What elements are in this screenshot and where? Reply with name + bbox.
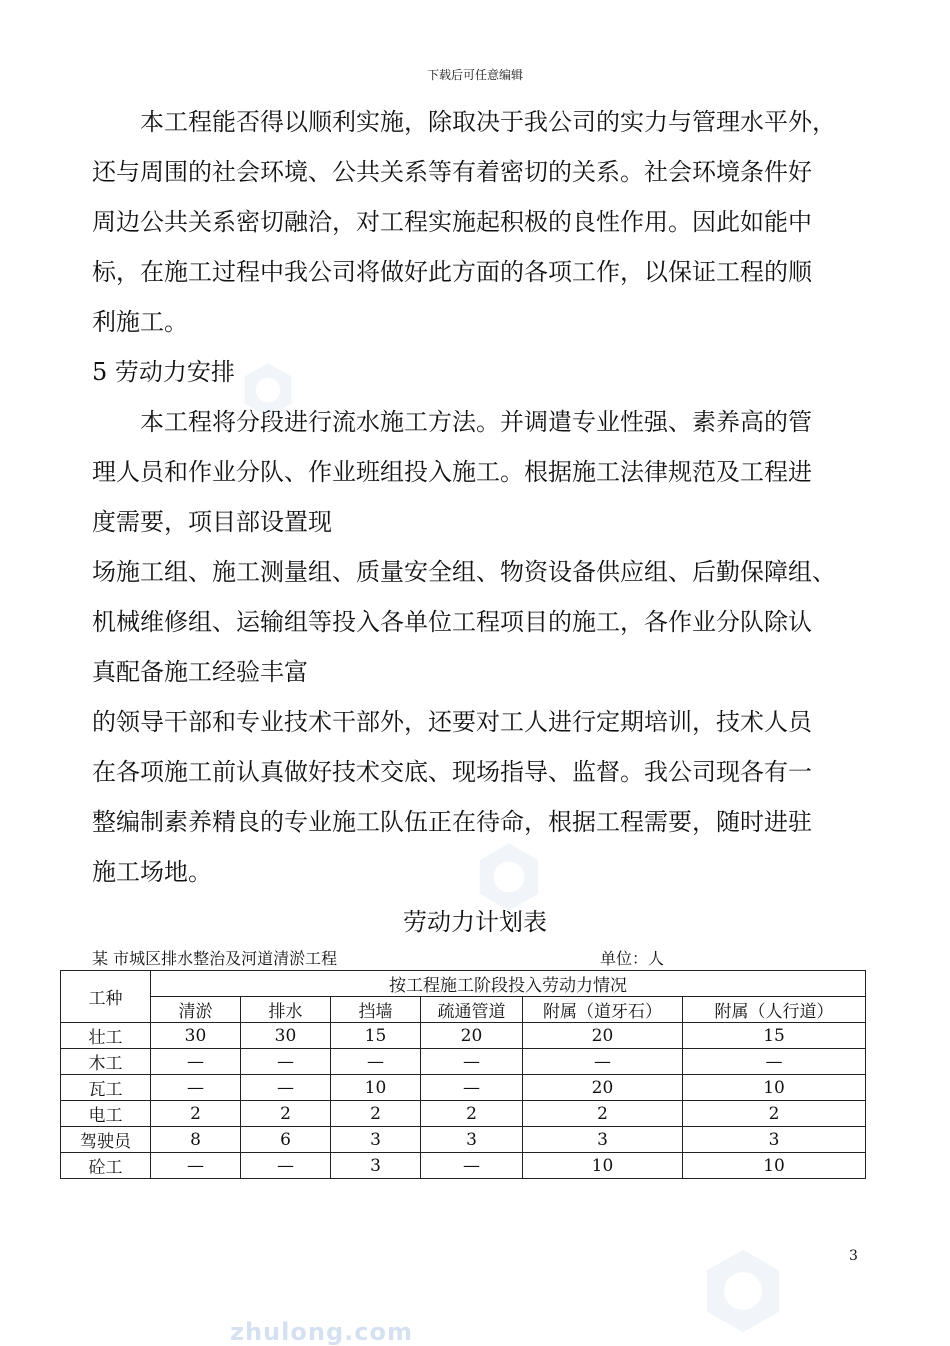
table-row — [61, 1049, 866, 1075]
table-cell: 3 — [331, 1153, 421, 1179]
table-row — [61, 1101, 866, 1127]
table-cell: 15 — [331, 1023, 421, 1049]
stage-header: 附属（道牙石） — [523, 997, 683, 1023]
table-cell: 30 — [241, 1023, 331, 1049]
zhulong-logo-icon — [474, 842, 544, 912]
col-header-type: 工种 — [61, 971, 151, 1023]
stage-header: 排水 — [241, 997, 331, 1023]
body-line: 在各项施工前认真做好技术交底、现场指导、监督。我公司现各有一 — [92, 758, 812, 786]
worker-type: 壮工 — [61, 1023, 151, 1049]
body-line: 理人员和作业分队、作业班组投入施工。根据施工法律规范及工程进 — [92, 458, 812, 486]
labor-plan-table — [60, 970, 866, 1179]
body-line: 本工程能否得以顺利实施，除取决于我公司的实力与管理水平外， — [140, 108, 836, 136]
table-row — [61, 1023, 866, 1049]
table-row — [61, 1075, 866, 1101]
table-cell: 3 — [421, 1127, 523, 1153]
worker-type: 砼工 — [61, 1153, 151, 1179]
table-cell: 2 — [421, 1101, 523, 1127]
table-cell: — — [151, 1153, 241, 1179]
table-cell: 2 — [241, 1101, 331, 1127]
body-line: 度需要，项目部设置现 — [92, 508, 332, 536]
worker-type: 瓦工 — [61, 1075, 151, 1101]
page-number: 3 — [849, 1248, 858, 1264]
table-cell: 2 — [151, 1101, 241, 1127]
stage-header: 疏通管道 — [421, 997, 523, 1023]
body-line: 周边公共关系密切融洽，对工程实施起积极的良性作用。因此如能中 — [92, 208, 812, 236]
table-cell: 10 — [331, 1075, 421, 1101]
table-cell: — — [151, 1049, 241, 1075]
table-stage-row — [61, 997, 866, 1023]
table-cell: — — [683, 1049, 866, 1075]
worker-type: 木工 — [61, 1049, 151, 1075]
group-header: 按工程施工阶段投入劳动力情况 — [151, 971, 866, 997]
table-cell: — — [151, 1075, 241, 1101]
table-cell: 2 — [523, 1101, 683, 1127]
unit-label: 单位：人 — [600, 949, 665, 968]
table-row — [61, 1153, 866, 1179]
table-cell: 2 — [331, 1101, 421, 1127]
table-cell: — — [523, 1049, 683, 1075]
table-cell: 20 — [523, 1023, 683, 1049]
stage-header: 挡墙 — [331, 997, 421, 1023]
body-line: 场施工组、施工测量组、质量安全组、物资设备供应组、后勤保障组、 — [92, 558, 836, 586]
table-title: 劳动力计划表 — [403, 908, 547, 936]
body-line: 标，在施工过程中我公司将做好此方面的各项工作，以保证工程的顺 — [92, 258, 812, 286]
body-line: 还与周围的社会环境、公共关系等有着密切的关系。社会环境条件好 — [92, 158, 812, 186]
table-row — [61, 1127, 866, 1153]
table-cell: 30 — [151, 1023, 241, 1049]
table-cell: 15 — [683, 1023, 866, 1049]
watermark-text: zhulong.com — [230, 1318, 413, 1346]
zhulong-logo-icon — [240, 362, 296, 418]
project-name: 某 市城区排水整治及河道清淤工程 — [92, 949, 338, 968]
table-cell: — — [241, 1049, 331, 1075]
table-cell: — — [421, 1075, 523, 1101]
table-cell: 10 — [683, 1153, 866, 1179]
table-header-row — [61, 971, 866, 997]
worker-type: 电工 — [61, 1101, 151, 1127]
section-heading: 5 劳动力安排 — [92, 358, 235, 386]
worker-type: 驾驶员 — [61, 1127, 151, 1153]
table-cell: — — [331, 1049, 421, 1075]
body-line: 本工程将分段进行流水施工方法。并调遣专业性强、素养高的管 — [140, 408, 812, 436]
body-line: 真配备施工经验丰富 — [92, 658, 308, 686]
table-cell: 3 — [683, 1127, 866, 1153]
table-cell: 2 — [683, 1101, 866, 1127]
body-line: 机械维修组、运输组等投入各单位工程项目的施工，各作业分队除认 — [92, 608, 812, 636]
zhulong-logo-icon — [700, 1248, 786, 1334]
page-header-note: 下载后可任意编辑 — [426, 68, 523, 82]
body-line: 施工场地。 — [92, 858, 212, 886]
table-cell: 6 — [241, 1127, 331, 1153]
body-line: 整编制素养精良的专业施工队伍正在待命，根据工程需要，随时进驻 — [92, 808, 812, 836]
table-cell: 20 — [421, 1023, 523, 1049]
table-cell: — — [421, 1049, 523, 1075]
table-cell: 3 — [331, 1127, 421, 1153]
body-line: 利施工。 — [92, 308, 188, 336]
table-cell: — — [421, 1153, 523, 1179]
table-cell: — — [241, 1153, 331, 1179]
body-line: 的领导干部和专业技术干部外，还要对工人进行定期培训，技术人员 — [92, 708, 812, 736]
stage-header: 清淤 — [151, 997, 241, 1023]
table-cell: — — [241, 1075, 331, 1101]
table-cell: 10 — [523, 1153, 683, 1179]
stage-header: 附属（人行道） — [683, 997, 866, 1023]
table-cell: 10 — [683, 1075, 866, 1101]
table-cell: 20 — [523, 1075, 683, 1101]
table-cell: 8 — [151, 1127, 241, 1153]
table-cell: 3 — [523, 1127, 683, 1153]
